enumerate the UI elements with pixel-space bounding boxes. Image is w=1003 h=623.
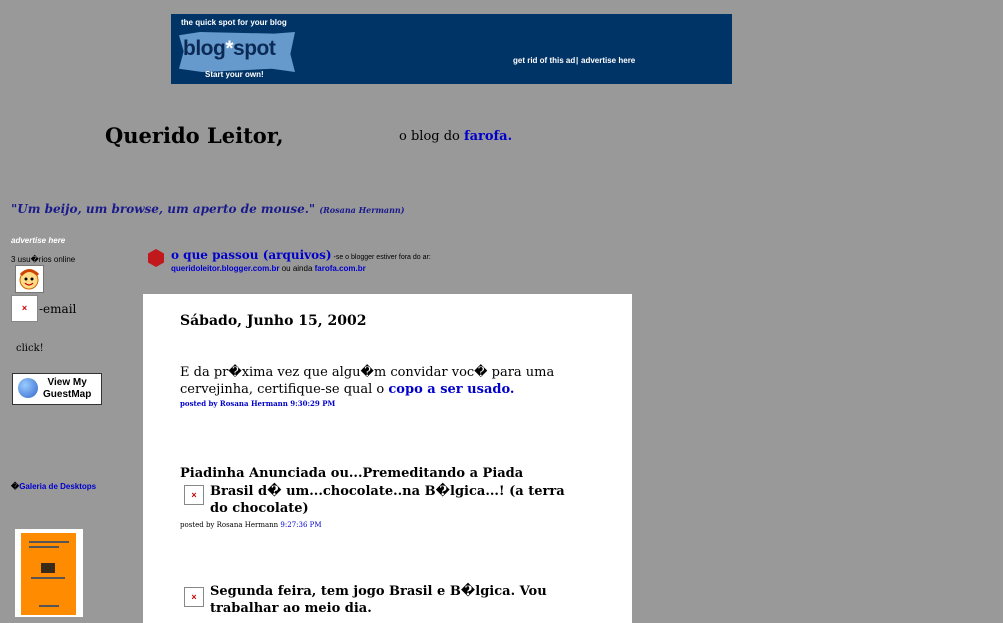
banner-advertise-link[interactable]: advertise here [581,56,636,65]
banner-separator: | [576,56,579,65]
post-1 [180,364,560,408]
header-quote [11,202,405,216]
email-label[interactable]: -email [39,302,77,316]
blogspot-logo-text: blog*spot [183,37,276,60]
galeria-desktops[interactable] [11,482,96,491]
archive-line [171,248,431,262]
blog-subtitle [399,129,512,144]
users-online-count: 3 usu�rios online [11,255,76,264]
post-3-body: Segunda feira, tem jogo Brasil e B�lgica. Vou trabalhar ao meio dia. [210,584,547,616]
blog-title: Querido Leitor, [105,123,284,148]
post-date: Sábado, Junho 15, 2002 [180,313,367,329]
post-2-permalink[interactable]: 9:27:36 PM [280,521,322,529]
post-1-link[interactable]: copo a ser usado. [388,382,515,397]
post-2-title: Piadinha Anunciada ou...Premeditando a Piada [180,466,524,481]
archive-note: -se o blogger estiver fora do ar: [331,254,431,261]
post-2-posted-by: posted by Rosana Hermann [180,521,281,529]
mirror-links [171,264,366,273]
cube-icon [148,249,164,267]
guestmap-label: View My GuestMap [43,377,92,400]
broken-image-icon: × [184,485,204,505]
post-1-posted[interactable]: posted by Rosana Hermann 9:30:29 PM [180,399,336,408]
subtitle-prefix: o blog do [399,129,460,144]
email-link[interactable] [11,295,38,322]
post-1-text: E da pr�xima vez que algu�m convidar voc� para uma cervejinha, certifique-se qual o [180,365,555,397]
guestmap-button[interactable] [12,373,102,405]
archive-link[interactable]: o que passou (arquivos) [171,248,332,262]
farofa-link[interactable]: farofa. [464,129,513,144]
get-rid-of-ad-link[interactable]: get rid of this ad [513,56,576,65]
broken-image-icon[interactable]: × [11,295,38,322]
farofa-com-br-link[interactable]: farofa.com.br [314,264,366,273]
banner-start-link[interactable]: Start your own! [205,70,264,79]
quote-author: (Rosana Hermann) [319,205,405,215]
ou-ainda-text: ou ainda [279,264,315,273]
advertise-here-link[interactable]: advertise here [11,236,66,245]
post-2-body: Brasil d� um...chocolate..na B�lgica...! (a terra do chocolate) [210,484,565,516]
galeria-prefix: � [11,482,20,491]
post-2-posted [180,521,322,529]
queridoleitor-link[interactable]: queridoleitor.blogger.com.br [171,264,280,273]
posts-panel [143,294,632,623]
smiley-icon[interactable] [15,265,44,293]
book-cover-image[interactable] [15,529,83,617]
globe-icon [18,378,38,398]
blogspot-ad-banner[interactable] [171,14,732,84]
click-label: click! [16,343,44,354]
banner-tagline: the quick spot for your blog [181,18,287,27]
broken-image-icon: × [184,587,204,607]
galeria-link[interactable]: Galeria de Desktops [19,482,97,491]
quote-text: "Um beijo, um browse, um aperto de mouse." [11,202,316,216]
